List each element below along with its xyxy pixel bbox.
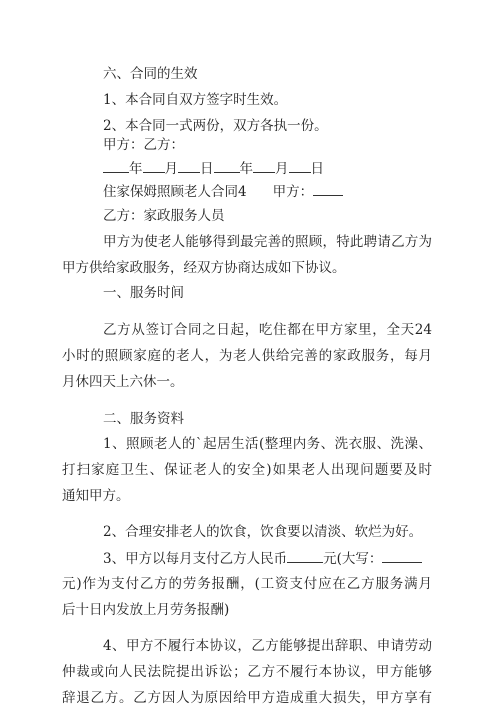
section6-heading: 六、合同的生效 xyxy=(103,66,198,82)
month-label-a: 月 xyxy=(164,161,178,177)
contract-title: 住家保姆照顾老人合同4 xyxy=(103,184,247,200)
section2-item1-line3: 通知甲方。 xyxy=(62,488,130,504)
section2-item2: 2、合理安排老人的饮食，饮食要以清淡、软烂为好。 xyxy=(103,524,423,540)
section1-line2: 小时的照顾家庭的老人，为老人供给完善的家政服务，每月 xyxy=(62,348,432,364)
year-label-b: 年 xyxy=(239,161,253,177)
section6-item2: 2、本合同一式两份，双方各执一份。 xyxy=(103,118,328,134)
section2-item4-line1: 4、甲方不履行本协议，乙方能够提出辞职、申请劳动 xyxy=(103,638,432,654)
year-label-a: 年 xyxy=(129,161,143,177)
section6-item1: 1、本合同自双方签字时生效。 xyxy=(103,92,288,108)
month-label-b: 月 xyxy=(275,161,289,177)
blank-year-b xyxy=(214,158,240,173)
section2-item3-line3: 后十日内发放上月劳务报酬) xyxy=(62,602,230,618)
section2-item3-line1 xyxy=(103,548,500,569)
section1-heading: 一、服务时间 xyxy=(103,285,184,301)
section2-item1-line1: 1、照顾老人的`起居生活(整理内务、洗衣服、洗澡、 xyxy=(103,436,432,452)
blank-day-b xyxy=(289,158,311,173)
blank-party-a xyxy=(313,181,343,196)
intro-line1: 甲方为使老人能够得到最完善的照顾，特此聘请乙方为 xyxy=(103,234,432,250)
signature-parties: 甲方：乙方： xyxy=(103,137,184,153)
section2-item1-line2: 打扫家庭卫生、保证老人的安全)如果老人出现问题要及时 xyxy=(62,462,432,478)
section1-line3: 月休四天上六休一。 xyxy=(62,374,184,390)
title-line xyxy=(103,181,500,202)
section2-heading: 二、服务资料 xyxy=(103,411,184,427)
item3-text-b: 元(大写： xyxy=(323,551,383,567)
blank-day-a xyxy=(178,158,200,173)
section2-item4-line2: 仲裁或向人民法院提出诉讼；乙方不履行本协议，甲方能够 xyxy=(62,664,432,680)
blank-salary-amount xyxy=(287,548,323,563)
blank-year-a xyxy=(103,158,129,173)
item3-text-a: 3、甲方以每月支付乙方人民币 xyxy=(103,551,288,567)
intro-line2: 甲方供给家政服务，经双方协商达成如下协议。 xyxy=(62,260,346,276)
section2-item4-line3: 辞退乙方。乙方因人为原因给甲方造成重大损失，甲方享有 xyxy=(62,690,432,706)
party-b-line: 乙方：家政服务人员 xyxy=(103,208,225,224)
day-label-b: 日 xyxy=(310,161,324,177)
blank-salary-words xyxy=(382,548,422,563)
section2-item3-line2: 元)作为支付乙方的劳务报酬，(工资支付应在乙方服务满月 xyxy=(62,576,432,592)
signature-date-line xyxy=(103,158,500,179)
party-a-label: 甲方： xyxy=(272,184,314,200)
blank-month-b xyxy=(253,158,275,173)
section1-line1: 乙方从签订合同之日起，吃住都在甲方家里，全天24 xyxy=(103,322,432,338)
blank-month-a xyxy=(143,158,165,173)
day-label-a: 日 xyxy=(200,161,214,177)
